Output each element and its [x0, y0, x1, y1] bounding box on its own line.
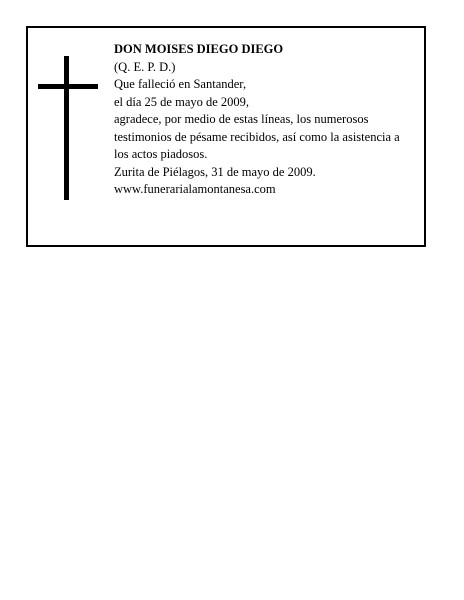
- notice-text: [114, 41, 414, 199]
- deceased-name: DON MOISES DIEGO DIEGO: [114, 42, 284, 56]
- death-place-text: Que falleció en Santander,: [114, 77, 247, 91]
- cross-icon: [38, 56, 98, 200]
- rip-text: (Q. E. P. D.): [114, 59, 176, 74]
- website-text: www.funerarialamontanesa.com: [114, 182, 276, 196]
- obituary-notice: [26, 26, 426, 247]
- death-date-text: el día 25 de mayo de 2009,: [114, 94, 250, 109]
- acknowledgement-text: agradece, por medio de estas líneas, los numerosos testimonios de pésame recibidos, así como la asistencia a los actos piadosos.: [114, 112, 400, 161]
- place-date-text: Zurita de Piélagos, 31 de mayo de 2009.: [114, 164, 316, 179]
- cross-horizontal-bar: [38, 84, 98, 89]
- cross-vertical-bar: [64, 56, 69, 200]
